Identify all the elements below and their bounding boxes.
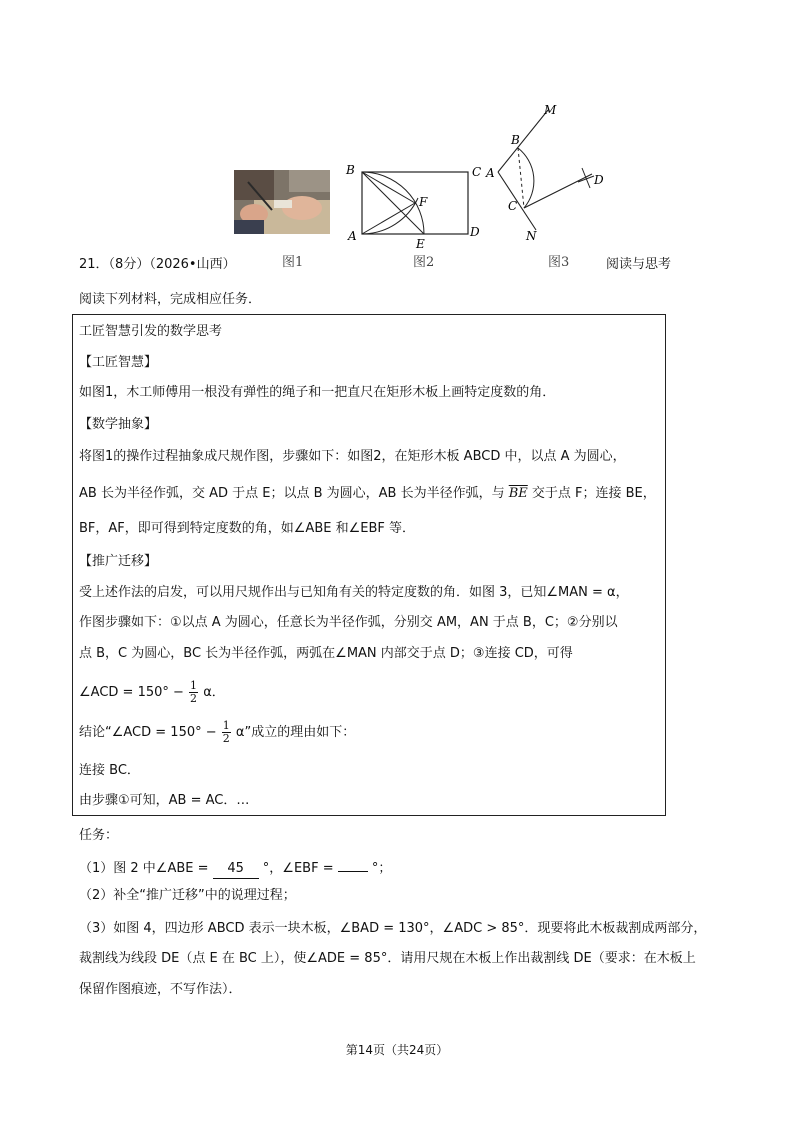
fig3-label-b: B [511,133,520,147]
section-2-line-2-part-a: AB 长为半径作弧，交 AD 于点 E；以点 B 为圆心，AB 长为半径作弧，与 [79,486,509,501]
section-1-heading: 【工匠智慧】 [79,355,158,370]
conclusion-part-a: 结论“∠ACD = 150° − [79,725,217,740]
section-2-line-3: BF，AF，即可得到特定度数的角，如∠ABE 和∠EBF 等． [79,521,415,536]
fig2-label-b: B [346,163,355,177]
question-number: 21．（8分）（2026•山西） [79,257,236,272]
material-title: 工匠智慧引发的数学思考 [79,324,223,339]
task-3-line-2: 裁割线为线段 DE（点 E 在 BC 上），使∠ADE = 85°．请用尺规在木板上作出裁割线 DE（要求：在木板上 [79,951,696,966]
section-3-line-1: 受上述作法的启发，可以用尺规作出与已知角有关的特定度数的角．如图 3，已知∠MAN = α， [79,585,629,600]
craftsman-photo-illustration [234,170,330,234]
fraction-denominator: 2 [190,692,198,705]
fig3-label-n: N [526,229,537,243]
section-3-line-4-part-b: α． [203,685,225,700]
task-1-part-b: °，∠EBF = [262,861,334,876]
fig3-label-d: D [594,173,604,187]
task-3-line-3: 保留作图痕迹，不写作法）． [79,982,242,997]
figure-2-caption: 图2 [413,255,435,270]
fig2-label-d: D [470,225,480,239]
question-instruction: 阅读下列材料，完成相应任务． [79,292,262,307]
fig3-label-a: A [486,166,495,180]
fig2-label-f: F [419,195,428,209]
section-2-heading: 【数学抽象】 [79,417,158,432]
fraction-numerator: 1 [190,679,198,692]
figure-1-photo [234,170,330,234]
task-1-part-a: （1）图 2 中∠ABE = [79,861,209,876]
task-1 [79,857,391,879]
connect-bc-line: 连接 BC． [79,763,140,778]
figure-3-diagram [480,98,610,248]
fig2-label-c: C [472,165,482,179]
section-3-line-4-part-a: ∠ACD = 150° − [79,685,184,700]
fraction-one-half-2 [222,720,231,745]
fraction-one-half [189,680,198,705]
section-3-line-3: 点 B，C 为圆心，BC 长为半径作弧，两弧在∠MAN 内部交于点 D；③连接 CD，可得 [79,646,573,661]
conclusion-part-b: α”成立的理由如下： [235,725,356,740]
section-3-line-4 [79,678,225,708]
task-1-answer-blank: 45 [213,860,259,879]
section-2-line-2 [79,485,656,503]
fig3-label-c: C [508,199,518,213]
section-1-text: 如图1，木工师傅用一根没有弹性的绳子和一把直尺在矩形木板上画特定度数的角． [79,385,556,400]
section-3-line-2: 作图步骤如下：①以点 A 为圆心，任意长为半径作弧，分别交 AM，AN 于点 B，C；②分别以 [79,615,618,630]
fraction-denominator-2: 2 [222,732,230,745]
section-3-heading: 【推广迁移】 [79,554,158,569]
figure-3-caption: 图3 [548,255,570,270]
fig3-label-m: M [544,103,557,117]
task-1-part-c: °； [371,861,392,876]
step-1-known-line: 由步骤①可知，AB = AC．… [79,793,250,808]
figure-2-diagram [340,160,490,252]
figure-1-caption: 图1 [282,255,304,270]
fraction-numerator-2: 1 [222,719,230,732]
fig2-label-a: A [348,229,357,243]
section-2-line-2-part-b: 交于点 F；连接 BE， [527,486,656,501]
tasks-heading: 任务： [79,828,119,843]
page-footer: 第14页（共24页） [345,1043,449,1057]
arc-be-symbol: $\overline{BE}$ [508,486,528,501]
question-topic-title: 阅读与思考 [606,257,672,272]
section-2-line-1: 将图1的操作过程抽象成尺规作图，步骤如下：如图2，在矩形木板 ABCD 中，以点 A 为圆心， [79,449,626,464]
task-3-line-1: （3）如图 4，四边形 ABCD 表示一块木板，∠BAD = 130°，∠ADC > 85°．现要将此木板裁割成两部分， [79,921,707,936]
fig2-label-e: E [416,237,425,251]
task-2: （2）补全“推广迁移”中的说理过程； [79,888,296,903]
conclusion-line [79,718,355,748]
task-1-empty-blank [338,857,368,872]
